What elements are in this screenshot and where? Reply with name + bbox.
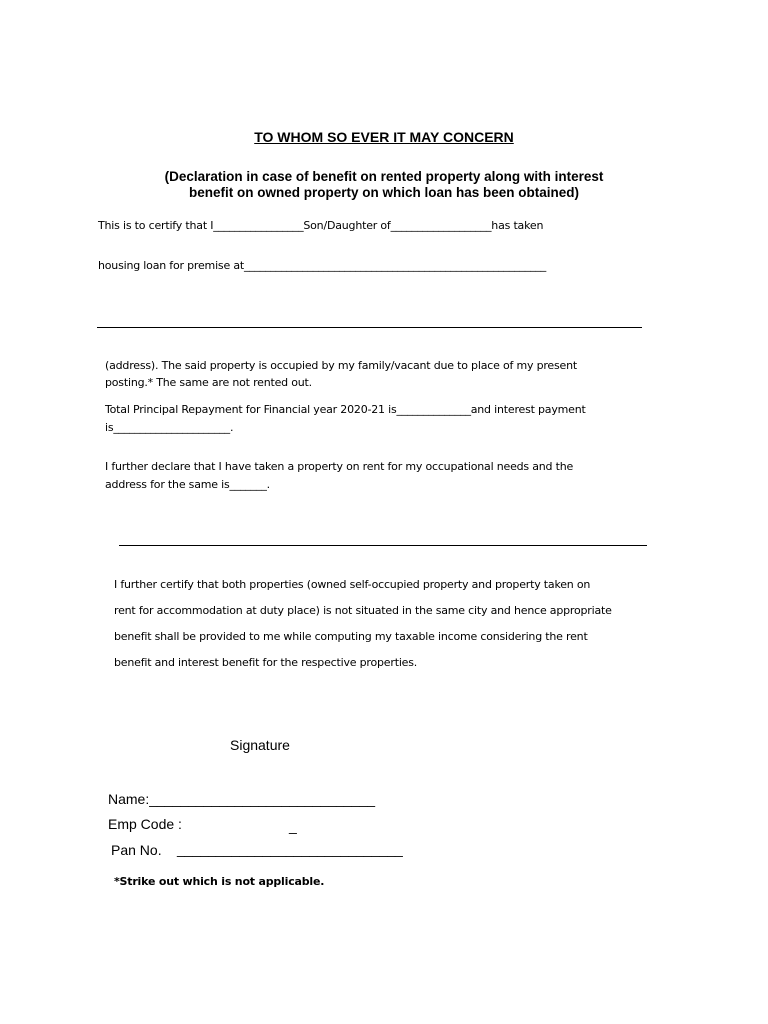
footnote: *Strike out which is not applicable. <box>114 875 325 888</box>
certify-both-line-3: benefit shall be provided to me while computing my taxable income considering the rent <box>114 630 588 643</box>
subtitle-line-1: (Declaration in case of benefit on rented property along with interest <box>164 169 604 184</box>
repayment-line-1: Total Principal Repayment for Financial year 2020-21 is______________and interest payment <box>105 403 586 416</box>
emp-code-label: Emp Code : <box>108 816 182 832</box>
signature-label: Signature <box>230 737 290 753</box>
pan-blank: _____________________________ <box>177 841 403 857</box>
subtitle-line-2: benefit on owned property on which loan has been obtained) <box>188 185 580 200</box>
certify-both-line-4: benefit and interest benefit for the respective properties. <box>114 656 418 669</box>
address-para-line-2: posting.* The same are not rented out. <box>105 376 312 389</box>
address-para-line-1: (address). The said property is occupied by my family/vacant due to place of my present <box>105 359 577 372</box>
pan-label: Pan No. <box>111 842 162 858</box>
page-title: TO WHOM SO EVER IT MAY CONCERN <box>254 129 514 145</box>
certify-line-2: housing loan for premise at_________________________________________________________ <box>98 259 547 272</box>
name-field-label: Name:_____________________________ <box>108 791 376 807</box>
rent-address-blank-line <box>119 545 647 546</box>
rent-para-line-2: address for the same is_______. <box>105 478 270 491</box>
repayment-line-2: is______________________. <box>105 421 234 434</box>
page-subtitle <box>0 169 768 201</box>
emp-code-blank: _ <box>289 818 297 834</box>
certify-line-1: This is to certify that I_________________Son/Daughter of___________________has taken <box>98 219 544 232</box>
rent-para-line-1: I further declare that I have taken a property on rent for my occupational needs and the <box>105 460 574 473</box>
address-blank-line <box>97 327 642 328</box>
certify-both-line-2: rent for accommodation at duty place) is not situated in the same city and hence appropriate <box>114 604 612 617</box>
certify-both-line-1: I further certify that both properties (owned self-occupied property and property taken on <box>114 578 591 591</box>
